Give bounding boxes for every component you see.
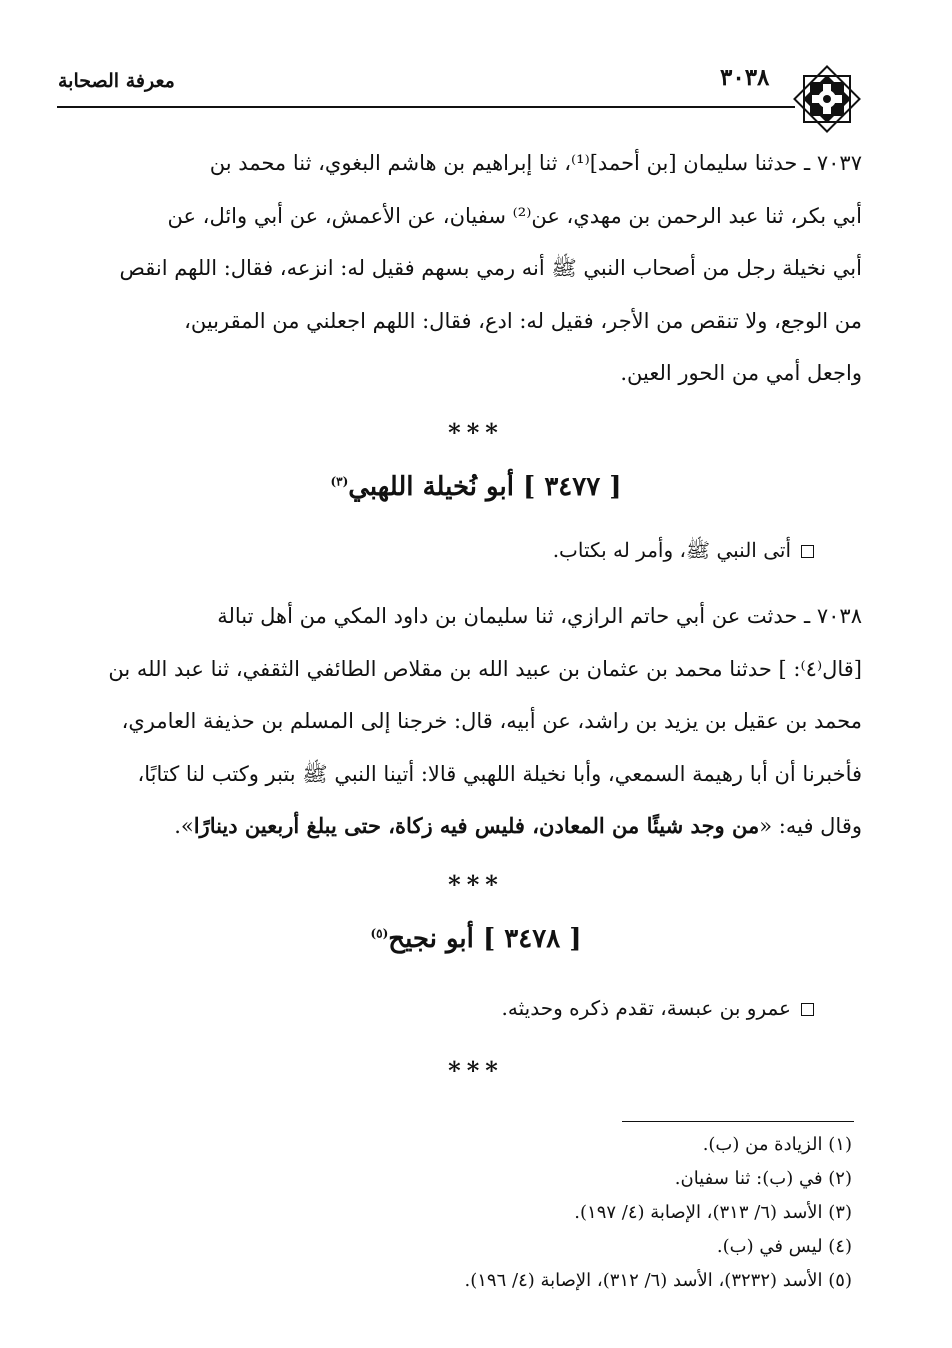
page-number: ٣٠٣٨ [720,64,770,91]
hadith-line: محمد بن عقيل بن يزيد بن راشد، عن أبيه، قال: خرجنا إلى المسلم بن حذيفة العامري، [121,709,862,733]
section-separator: *** [448,870,504,899]
section-separator: *** [448,418,504,447]
entry-summary-text: عمرو بن عبسة، تقدم ذكره وحديثه. [501,996,791,1020]
square-bullet-icon [801,545,814,558]
entry-summary-3477 [553,538,814,567]
quote-close: ». [174,814,194,838]
quote-intro: وقال فيه: « [759,814,862,838]
hadith-line: من الوجع، ولا تنقص من الأجر، فقيل له: ادع، فقال: اللهم اجعلني من المقربين، [184,308,862,333]
footnote: (٤) ليس في (ب). [716,1236,852,1257]
square-bullet-icon [801,1003,814,1016]
hadith-line: [قال⁽٤⁾: ] حدثنا محمد بن عثمان بن عبيد الله بن مقلاص الطائفي الثقفي، ثنا عبد الله بن [108,656,862,681]
entry-summary-text: أتى النبي ﷺ، وأمر له بكتاب. [552,538,791,562]
footnote: (٢) في (ب): ثنا سفيان. [674,1168,852,1189]
ornament-icon [790,62,864,136]
hadith-line: أبي بكر، ثنا عبد الرحمن بن مهدي، عن⁽²⁾ سفيان، عن الأعمش، عن أبي وائل، عن [167,203,862,228]
entry-summary-3478 [502,996,814,1020]
footnote: (٣) الأسد (٦/ ٣١٣)، الإصابة (٤/ ١٩٧). [574,1202,852,1223]
hadith-line: ٧٠٣٧ ـ حدثنا سليمان [بن أحمد]⁽¹⁾، ثنا إبراهيم بن هاشم البغوي، ثنا محمد بن [209,151,862,175]
footnote: (٥) الأسد (٣٢٣٢)، الأسد (٦/ ٣١٢)، الإصابة (٤/ ١٩٦). [464,1270,852,1291]
header-rule [57,106,795,108]
entry-heading-text: [ ٣٤٧٧ ] أبو نُخيلة اللهبي [348,472,622,502]
section-separator: *** [448,1056,504,1085]
hadith-line [100,800,862,853]
hadith-line: فأخبرنا أن أبا رهيمة السمعي، وأبا نخيلة اللهبي قالا: أتينا النبي ﷺ بتبر وكتب لنا كتابًا، [137,761,862,786]
book-title: معرفة الصحابة [58,70,175,92]
hadith-line: أبي نخيلة رجل من أصحاب النبي ﷺ أنه رمي بسهم فقيل له: انزعه، فقال: اللهم انقص [119,256,862,280]
prophetic-saying: من وجد شيئًا من المعادن، فليس فيه زكاة، حتى يبلغ أربعين دينارًا [193,813,760,838]
hadith-line: ٧٠٣٨ ـ حدثت عن أبي حاتم الرازي، ثنا سليمان بن داود المكي من أهل تبالة [217,604,862,628]
entry-heading-text: [ ٣٤٧٨ ] أبو نجيح [388,924,582,954]
hadith-7038 [100,590,862,853]
entry-heading-3477 [0,472,952,502]
footnote: (١) الزيادة من (ب). [702,1134,852,1155]
footnote-rule [622,1121,854,1122]
entry-heading-3478 [0,924,952,954]
hadith-7037 [100,137,862,400]
heading-footnote-ref: (٥) [370,926,389,941]
hadith-line: واجعل أمي من الحور العين. [620,361,862,385]
heading-footnote-ref: (٣) [330,474,349,489]
